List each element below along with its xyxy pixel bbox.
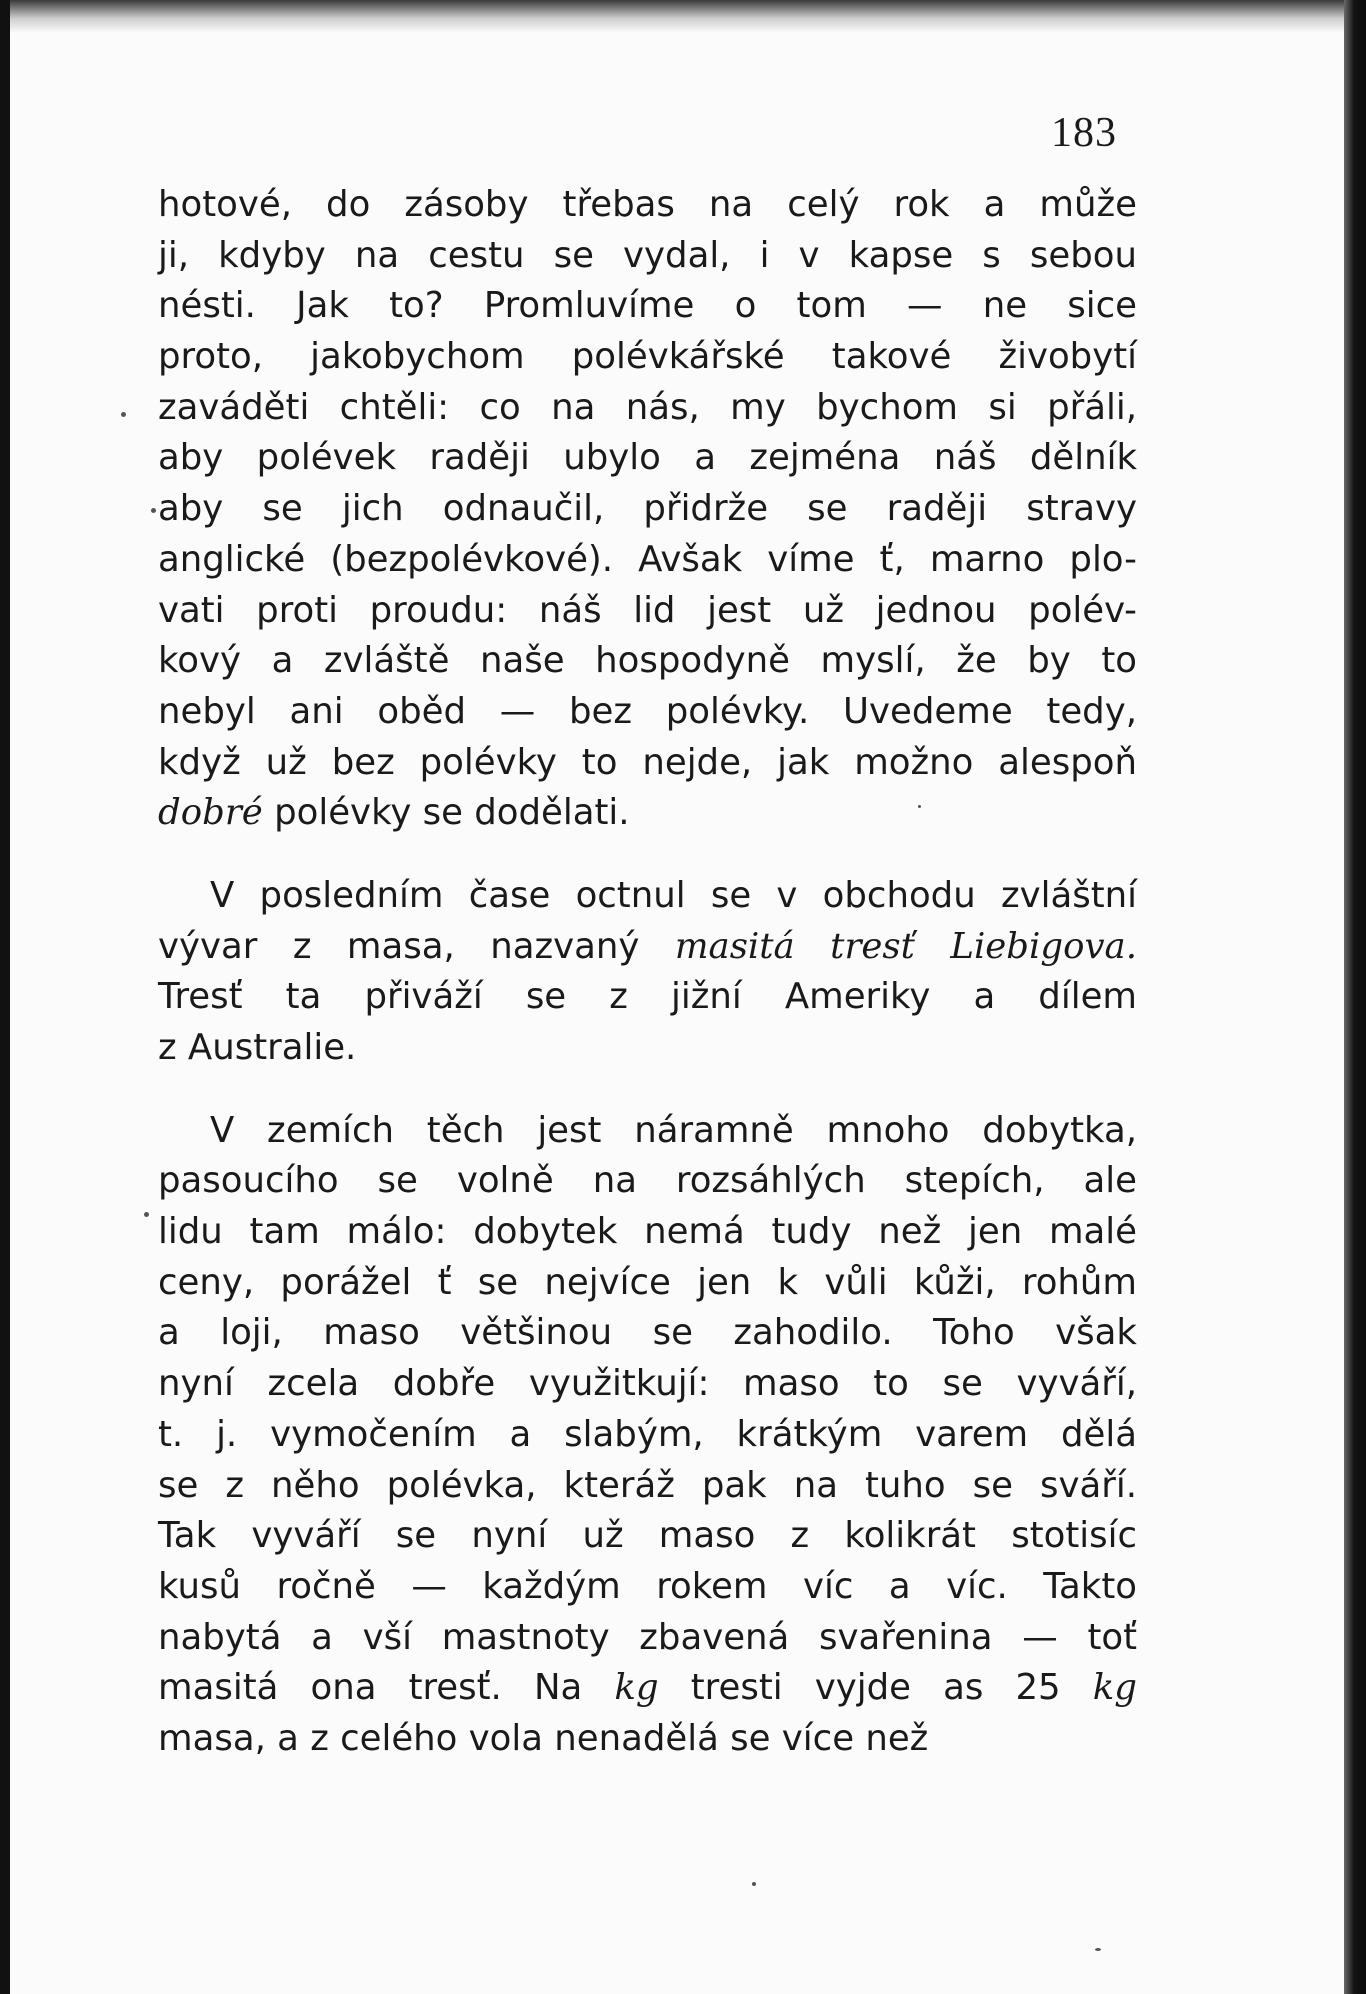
text-line [158, 433, 1137, 484]
text-segment: a loji, maso většinou se zahodilo. Toho však [158, 1312, 1137, 1354]
text-segment: masa, a z celého vola nenadělá se více než [158, 1717, 929, 1759]
text-segment: nésti. Jak to? Promluvíme o tom — ne sice [158, 285, 1137, 327]
text-line [158, 1410, 1137, 1461]
text-line [158, 1359, 1137, 1410]
text-line [158, 922, 1137, 973]
paragraph [158, 871, 1137, 1074]
text-segment: pasoucího se volně na rozsáhlých stepích, ale [158, 1160, 1137, 1202]
text-line [158, 1106, 1137, 1157]
text-segment: Tak vyváří se nyní už maso z kolikrát stotisíc [158, 1515, 1137, 1557]
scan-speck [1095, 1948, 1101, 1951]
scan-speck [151, 508, 156, 513]
scan-speck [918, 805, 921, 808]
text-segment: Tresť ta přiváží se z jižní Ameriky a dílem [158, 976, 1137, 1018]
text-line [158, 1562, 1137, 1613]
text-segment: anglické (bezpolévkové). Avšak víme ť, marno plo- [158, 538, 1137, 580]
text-segment: se z něho polévka, kteráž pak na tuho se sváří. [158, 1464, 1137, 1506]
text-segment: vývar z masa, nazvaný [158, 925, 675, 967]
italic-text: kg [614, 1667, 659, 1709]
italic-text: dobré [158, 792, 263, 834]
paragraph-gap [158, 1074, 1137, 1106]
text-line [158, 1156, 1137, 1207]
text-line [158, 788, 1137, 839]
text-segment: kový a zvláště naše hospodyně myslí, že by to [158, 640, 1137, 682]
text-segment: polévky se dodělati. [262, 792, 630, 834]
text-line [158, 484, 1137, 535]
text-line [158, 1613, 1137, 1664]
text-line [158, 586, 1137, 637]
scan-top-shadow [10, 0, 1344, 34]
text-segment: hotové, do zásoby třebas na celý rok a může [158, 184, 1137, 225]
scan-right-edge [1344, 0, 1366, 1994]
text-segment: aby se jich odnaučil, přidrže se raději stravy [158, 488, 1137, 530]
text-segment: V zemích těch jest náramně mnoho dobytka, [210, 1109, 1137, 1151]
page-number: 183 [1051, 110, 1117, 156]
italic-text: kg [1092, 1667, 1138, 1709]
text-line [158, 1663, 1137, 1714]
text-line [158, 1023, 1137, 1074]
text-segment: aby polévek raději ubylo a zejména náš dělník [158, 437, 1137, 479]
text-segment: tresti vyjde as 25 [658, 1667, 1093, 1709]
text-segment: vati proti proudu: náš lid jest už jednou polév- [158, 589, 1137, 631]
text-line [158, 231, 1137, 282]
text-segment: t. j. vymočením a slabým, krátkým varem dělá [158, 1413, 1137, 1455]
text-segment: nabytá a vší mastnoty zbavená svařenina — toť [158, 1616, 1137, 1658]
page-body-text [158, 180, 1137, 1765]
text-line [158, 972, 1137, 1023]
italic-text: masitá tresť Liebigova. [674, 925, 1137, 967]
text-segment: V posledním čase octnul se v obchodu zvláštní [210, 874, 1137, 916]
text-line [158, 180, 1137, 231]
text-line [158, 738, 1137, 789]
text-segment: nebyl ani oběd — bez polévky. Uvedeme tedy, [158, 690, 1137, 732]
text-line [158, 1714, 1137, 1765]
scan-speck [144, 1212, 149, 1217]
text-line [158, 871, 1137, 922]
text-line [158, 1207, 1137, 1258]
scan-speck [121, 412, 126, 417]
text-line [158, 383, 1137, 434]
text-line [158, 1308, 1137, 1359]
text-line [158, 1511, 1137, 1562]
text-segment: kusů ročně — každým rokem víc a víc. Takto [158, 1565, 1137, 1607]
text-segment: z Australie. [158, 1027, 357, 1068]
text-segment: zaváděti chtěli: co na nás, my bychom si přáli, [158, 386, 1137, 428]
text-line [158, 1258, 1137, 1309]
text-segment: ceny, porážel ť se nejvíce jen k vůli kůži, rohům [158, 1261, 1137, 1303]
text-segment: když už bez polévky to nejde, jak možno alespoň [158, 741, 1137, 783]
text-line [158, 332, 1137, 383]
text-line [158, 687, 1137, 738]
text-line [158, 1461, 1137, 1512]
text-segment: proto, jakobychom polévkářské takové živobytí [158, 336, 1137, 378]
paragraph [158, 180, 1137, 839]
paragraph-gap [158, 839, 1137, 871]
text-segment: nyní zcela dobře využitkují: maso to se vyváří, [158, 1363, 1137, 1405]
text-segment: masitá ona tresť. Na [158, 1667, 615, 1709]
text-line [158, 281, 1137, 332]
text-segment: lidu tam málo: dobytek nemá tudy než jen malé [158, 1211, 1137, 1253]
scan-left-edge [0, 0, 10, 1994]
text-line [158, 636, 1137, 687]
scan-speck [752, 1882, 756, 1886]
text-line [158, 535, 1137, 586]
paragraph [158, 1106, 1137, 1765]
text-segment: ji, kdyby na cestu se vydal, i v kapse s sebou [158, 234, 1137, 276]
